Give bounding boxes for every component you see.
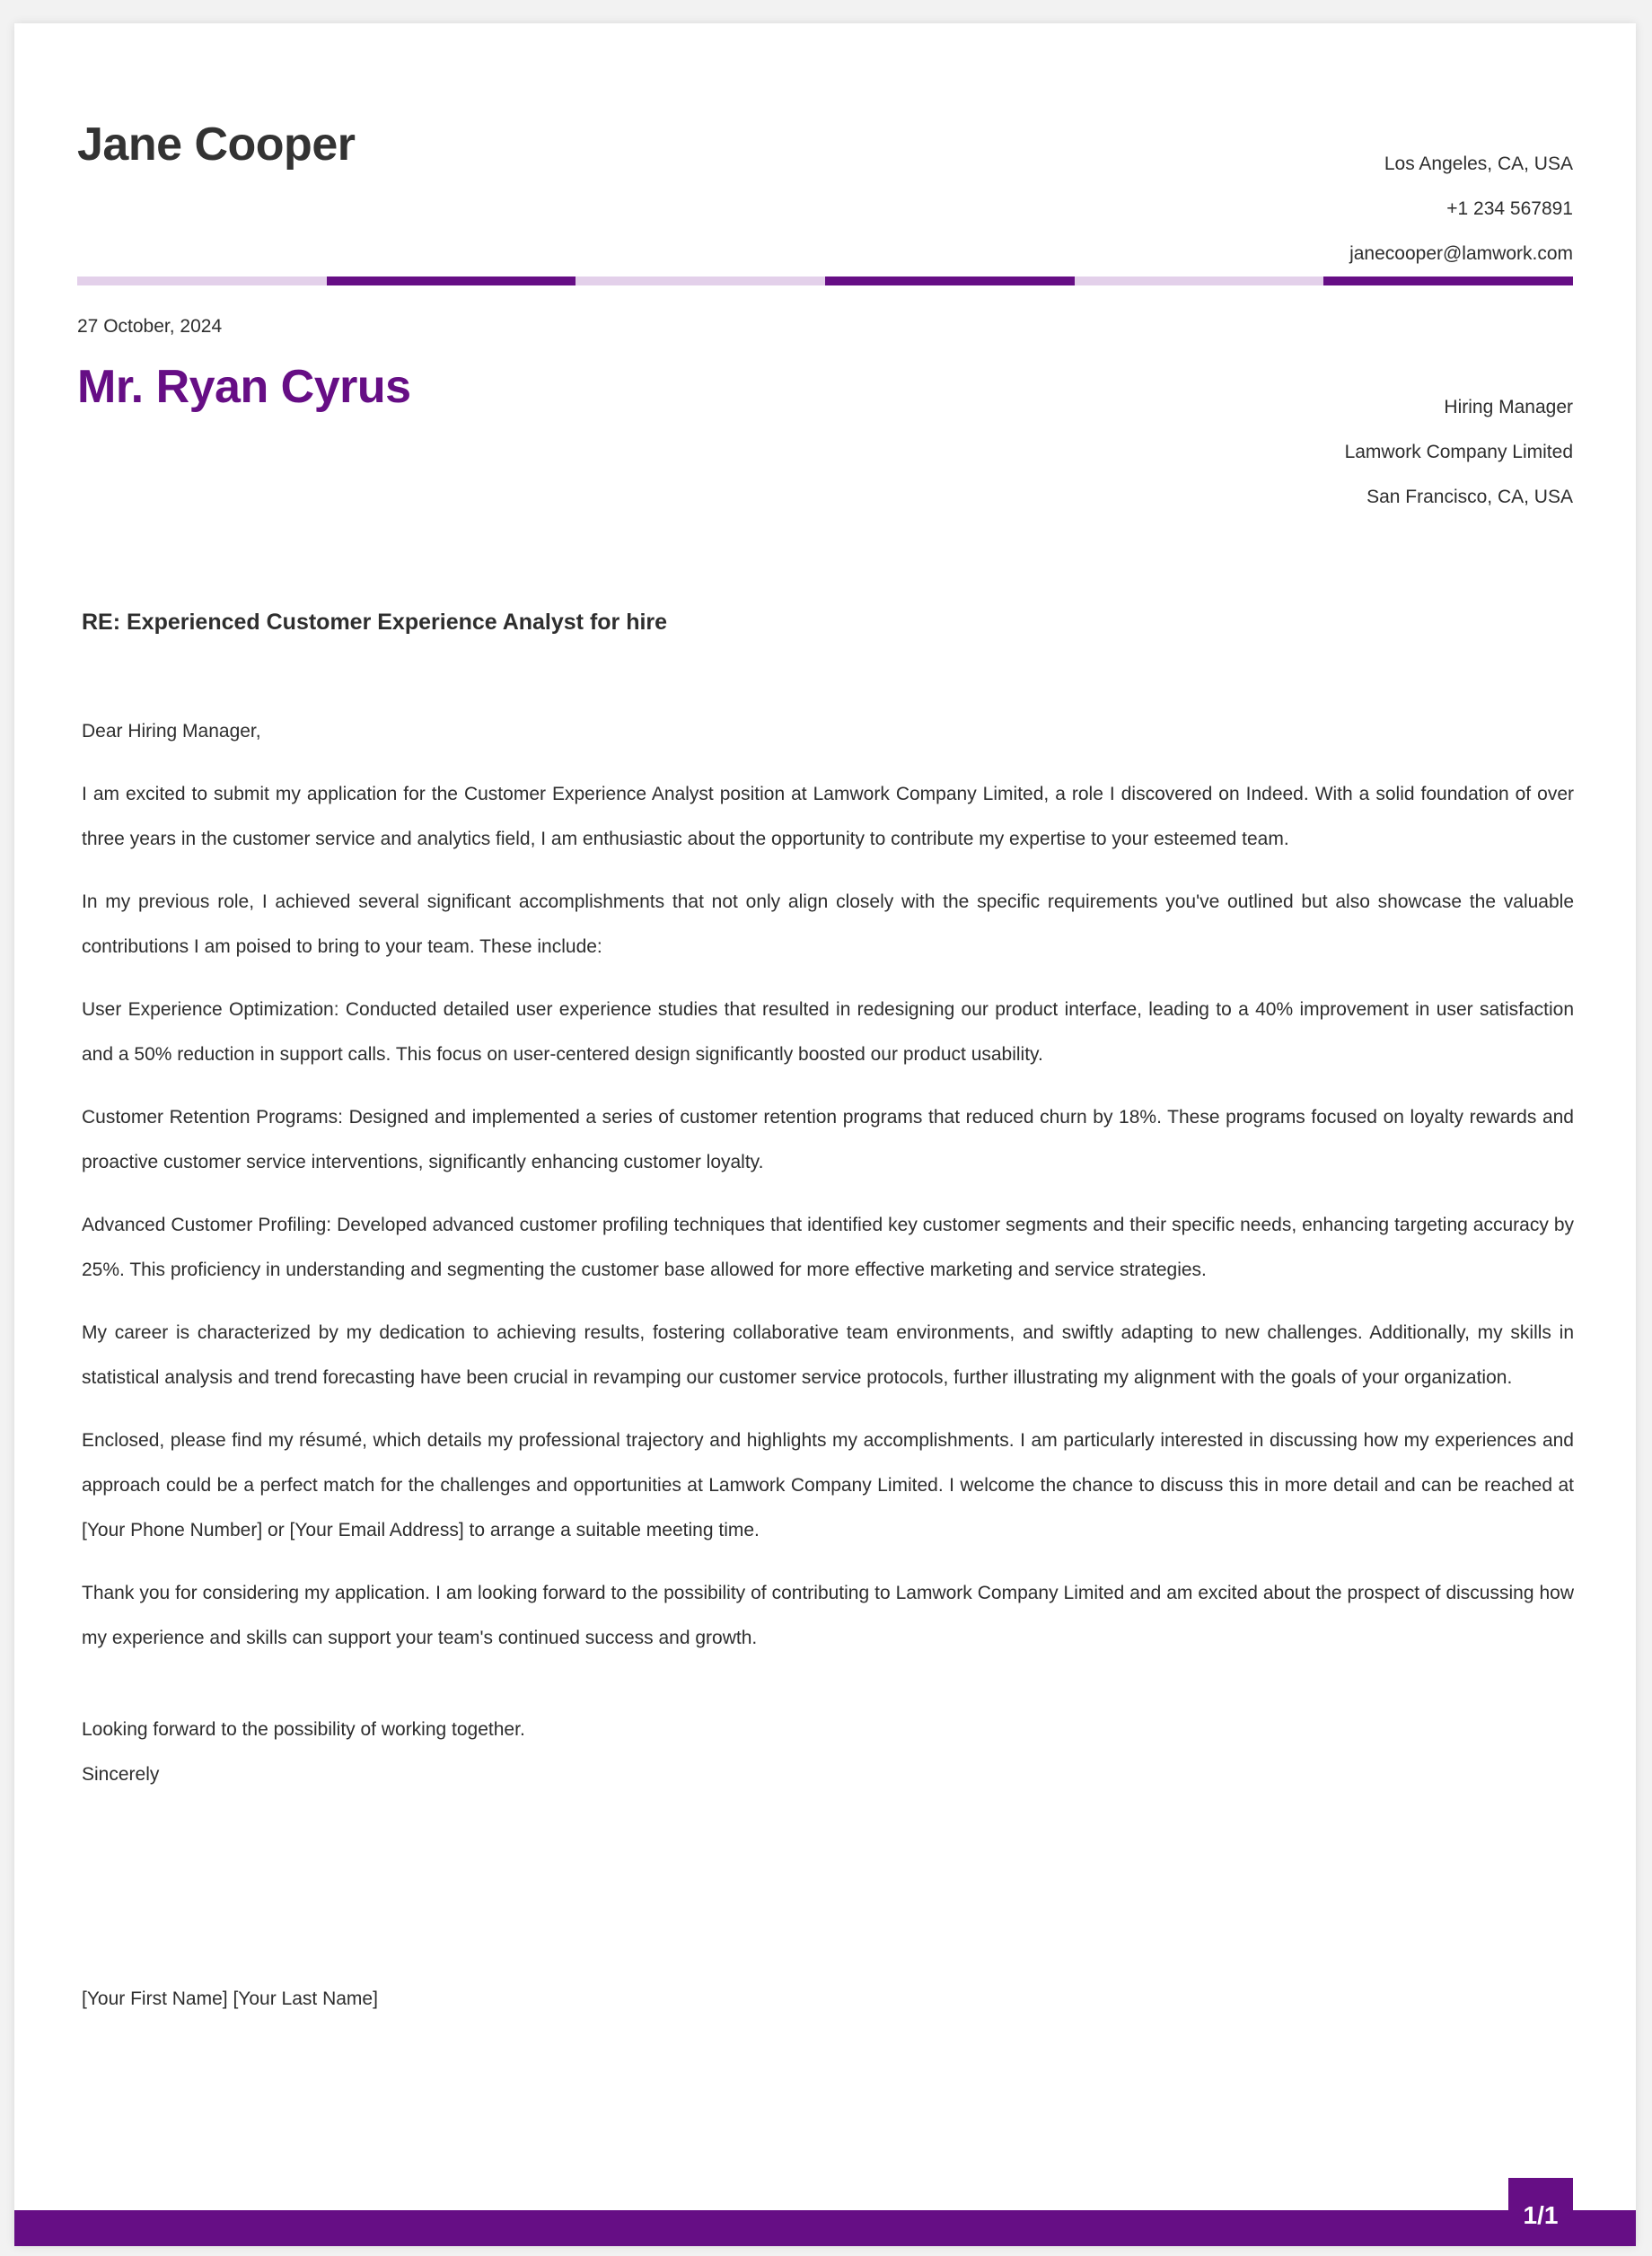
sender-name: Jane Cooper (77, 119, 356, 171)
body-paragraph: In my previous role, I achieved several significant accomplishments that not only align closely with the specific requirements you've outlined but also showcase the valuable contributions I am poised to bring to your team. These include: (82, 891, 1574, 957)
salutation: Dear Hiring Manager, (82, 721, 261, 742)
divider-segment (1323, 277, 1573, 285)
recipient-title: Hiring Manager (1444, 397, 1573, 417)
divider-segment (1075, 277, 1324, 285)
body-paragraph: Thank you for considering my application. I am looking forward to the possibility of contributing to Lamwork Company Limited and am excited about the prospect of discussing how my experience and skills can support your team's continued success and growth. (82, 1583, 1574, 1648)
recipient-name: Mr. Ryan Cyrus (77, 361, 411, 413)
page-indicator: 1/1 (1508, 2178, 1573, 2246)
letter-body (82, 709, 1574, 1679)
divider-segment (576, 277, 825, 285)
closing-signoff: Sincerely (82, 1764, 160, 1785)
body-paragraph: User Experience Optimization: Conducted detailed user experience studies that resulted in redesigning our product interface, leading to a 40% improvement in user satisfaction and a 50% reduction in support calls. This focus on user-centered design significantly boosted our product usability. (82, 999, 1574, 1065)
letter-closing (82, 1707, 525, 1797)
body-paragraph: My career is characterized by my dedication to achieving results, fostering collaborative team environments, and swiftly adapting to new challenges. Additionally, my skills in statistical analysis and trend forecasting have been crucial in revamping our customer service protocols, further illustrating my alignment with the goals of your organization. (82, 1322, 1574, 1388)
body-paragraph: Enclosed, please find my résumé, which details my professional trajectory and highlights my accomplishments. I am particularly interested in discussing how my experiences and approach could be a perfect match for the challenges and opportunities at Lamwork Company Limited. I welcome the chance to discuss this in more detail and can be reached at [Your Phone Number] or [Your Email Address] to arrange a suitable meeting time. (82, 1430, 1574, 1541)
header-divider (77, 277, 1573, 285)
closing-line: Looking forward to the possibility of working together. (82, 1719, 525, 1740)
sender-contact (1349, 154, 1573, 288)
footer-bar (14, 2210, 1636, 2246)
sender-location: Los Angeles, CA, USA (1384, 154, 1573, 174)
body-paragraph: I am excited to submit my application for the Customer Experience Analyst position at Lamwork Company Limited, a role I discovered on Indeed. With a solid foundation of over three years in the customer service and analytics field, I am enthusiastic about the opportunity to contribute my expertise to your esteemed team. (82, 784, 1574, 849)
divider-segment (77, 277, 327, 285)
letter-date: 27 October, 2024 (77, 316, 223, 337)
body-paragraph: Customer Retention Programs: Designed and implemented a series of customer retention programs that reduced churn by 18%. These programs focused on loyalty rewards and proactive customer service interventions, significantly enhancing customer loyalty. (82, 1107, 1574, 1172)
letter-subject: RE: Experienced Customer Experience Analyst for hire (82, 610, 668, 635)
recipient-company: Lamwork Company Limited (1344, 442, 1573, 462)
divider-segment (327, 277, 576, 285)
recipient-details (1345, 397, 1573, 531)
divider-segment (825, 277, 1075, 285)
recipient-location: San Francisco, CA, USA (1366, 487, 1573, 507)
body-paragraph: Advanced Customer Profiling: Developed advanced customer profiling techniques that identified key customer segments and their specific needs, enhancing targeting accuracy by 25%. This proficiency in understanding and segmenting the customer base allowed for more effective marketing and service strategies. (82, 1215, 1574, 1280)
sender-email: janecooper@lamwork.com (1349, 243, 1573, 264)
sender-phone: +1 234 567891 (1446, 198, 1573, 219)
letter-page (14, 23, 1636, 2246)
signature-name: [Your First Name] [Your Last Name] (82, 1988, 378, 2009)
